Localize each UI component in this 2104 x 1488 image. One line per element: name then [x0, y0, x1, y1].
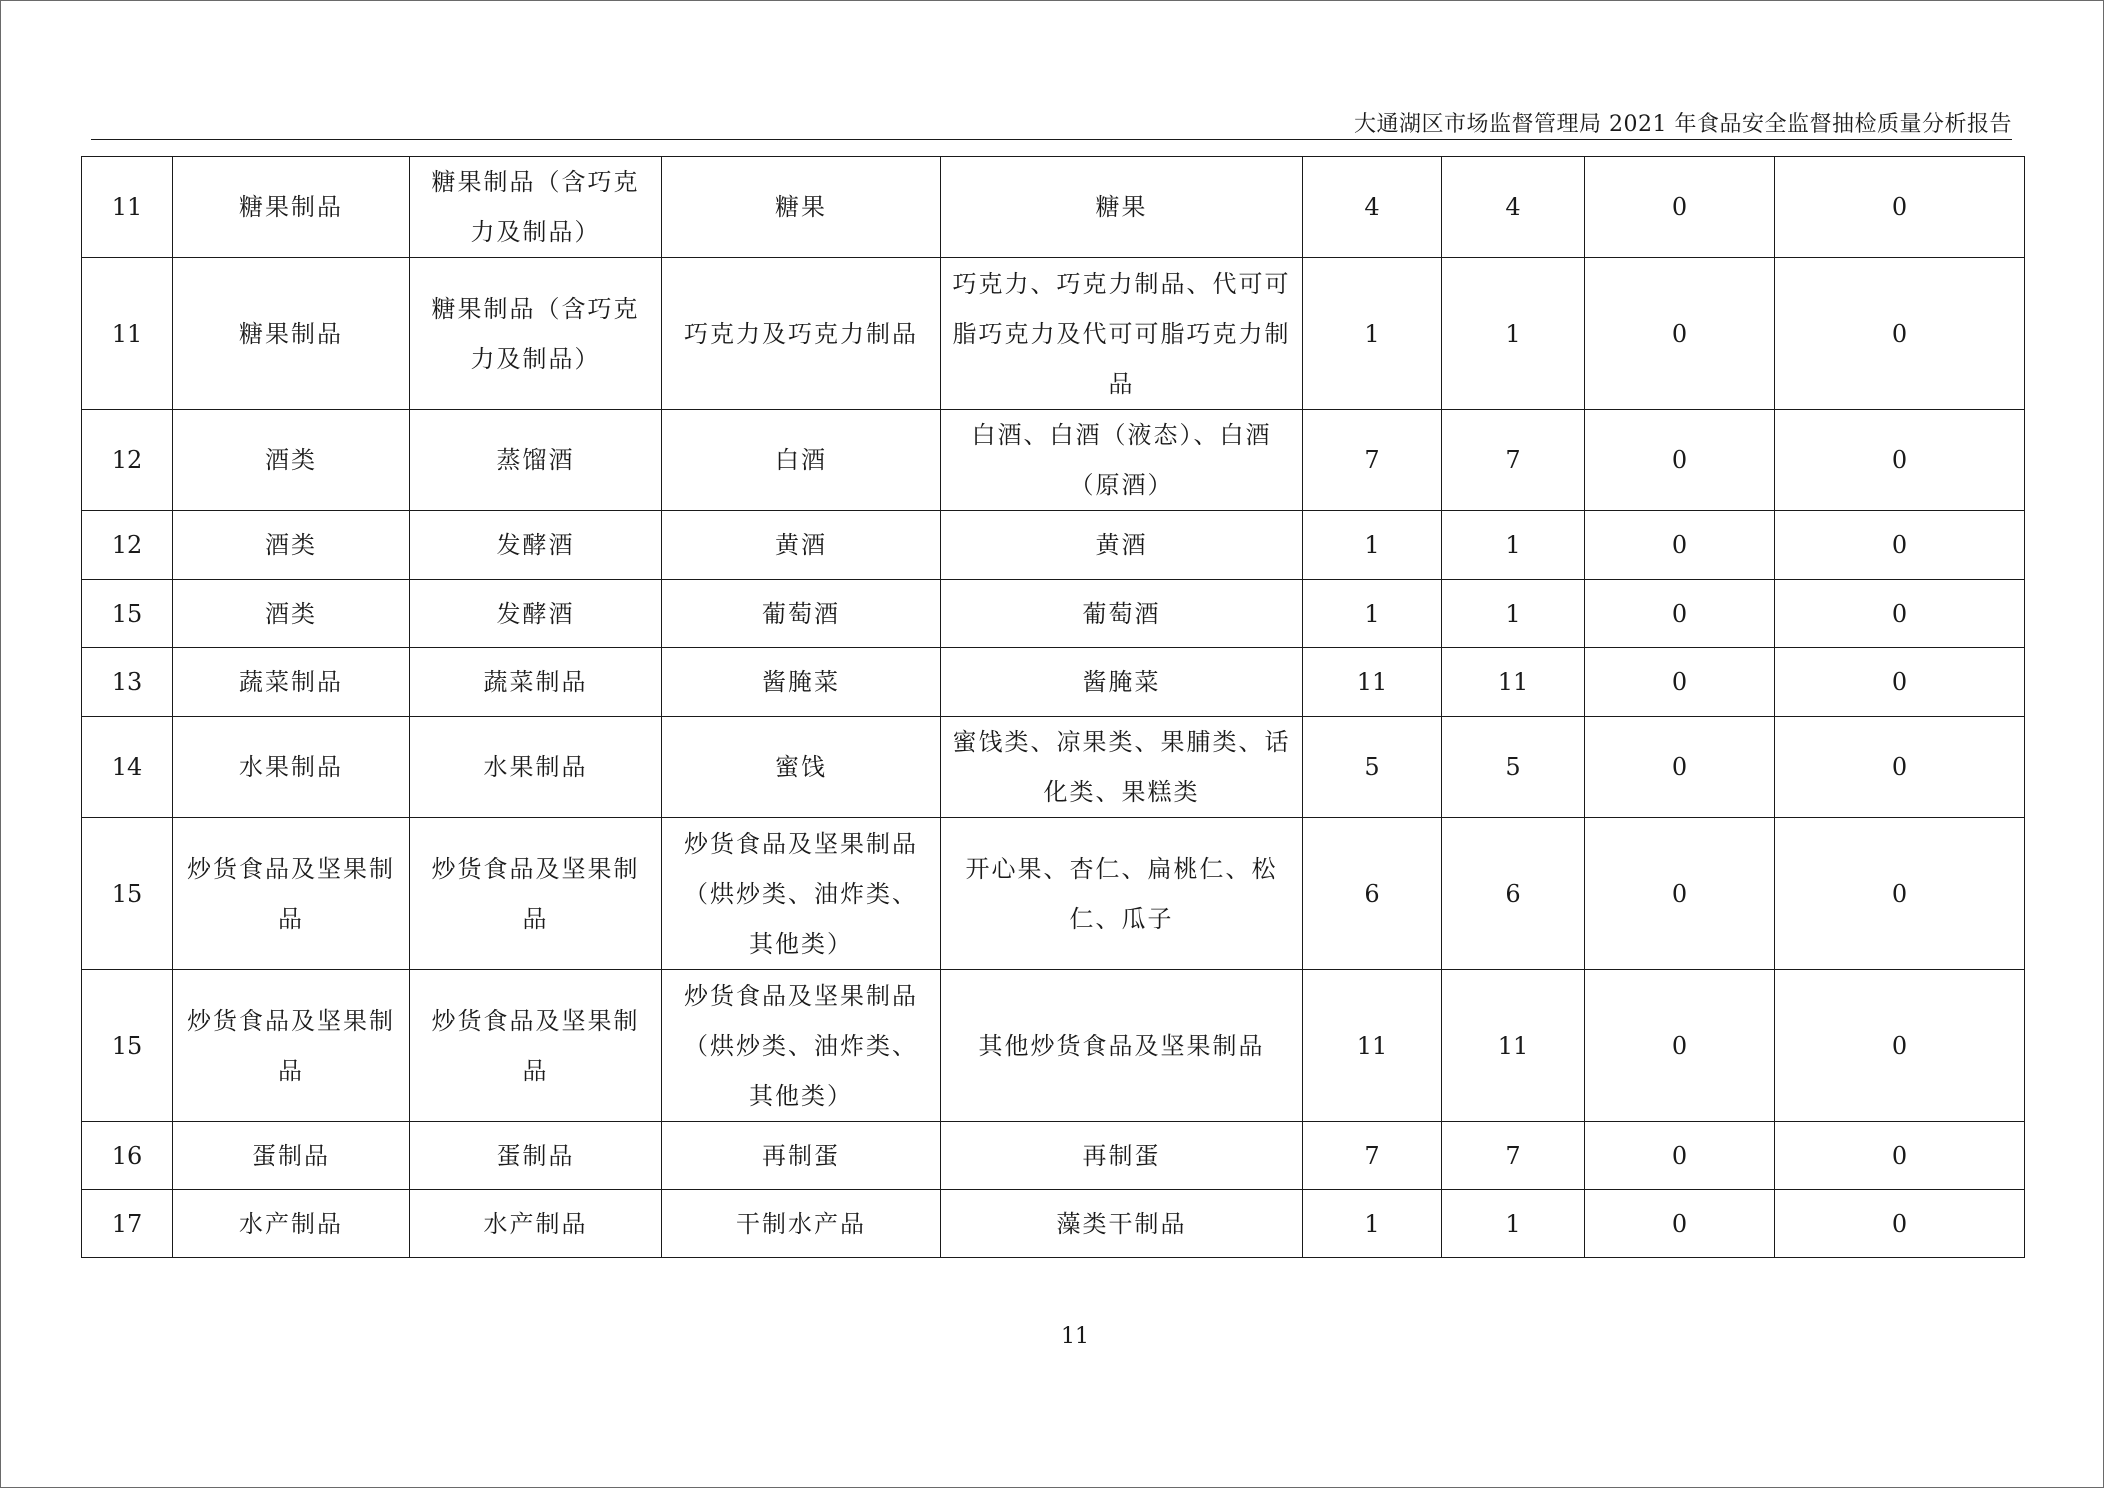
unqualified-rate: 0	[1775, 1122, 2025, 1190]
food-category: 炒货食品及坚果制品	[173, 818, 410, 970]
food-type: 干制水产品	[662, 1190, 941, 1258]
sampled-count: 11	[1303, 970, 1442, 1122]
unqualified-count: 0	[1585, 1190, 1775, 1258]
food-item: 开心果、杏仁、扁桃仁、松仁、瓜子	[941, 818, 1303, 970]
food-category: 酒类	[173, 511, 410, 580]
row-number: 12	[82, 511, 173, 580]
food-item: 葡萄酒	[941, 580, 1303, 648]
page-number: 11	[1061, 1324, 1089, 1349]
food-category: 糖果制品	[173, 258, 410, 410]
food-subcategory: 水果制品	[410, 717, 662, 818]
unqualified-count: 0	[1585, 580, 1775, 648]
unqualified-rate: 0	[1775, 970, 2025, 1122]
qualified-count: 1	[1442, 1190, 1585, 1258]
food-type: 葡萄酒	[662, 580, 941, 648]
food-type: 炒货食品及坚果制品（烘炒类、油炸类、其他类）	[662, 970, 941, 1122]
sampled-count: 11	[1303, 648, 1442, 717]
food-subcategory: 水产制品	[410, 1190, 662, 1258]
row-number: 15	[82, 970, 173, 1122]
unqualified-rate: 0	[1775, 258, 2025, 410]
sampled-count: 1	[1303, 580, 1442, 648]
unqualified-count: 0	[1585, 818, 1775, 970]
food-type: 白酒	[662, 410, 941, 511]
food-type: 酱腌菜	[662, 648, 941, 717]
food-category: 水果制品	[173, 717, 410, 818]
table-row	[82, 511, 2025, 580]
unqualified-rate: 0	[1775, 410, 2025, 511]
sampled-count: 6	[1303, 818, 1442, 970]
table-row	[82, 1190, 2025, 1258]
row-number: 11	[82, 157, 173, 258]
unqualified-count: 0	[1585, 648, 1775, 717]
unqualified-count: 0	[1585, 410, 1775, 511]
qualified-count: 1	[1442, 258, 1585, 410]
row-number: 11	[82, 258, 173, 410]
row-number: 15	[82, 818, 173, 970]
qualified-count: 4	[1442, 157, 1585, 258]
food-subcategory: 炒货食品及坚果制品	[410, 970, 662, 1122]
food-item: 蜜饯类、凉果类、果脯类、话化类、果糕类	[941, 717, 1303, 818]
food-subcategory: 炒货食品及坚果制品	[410, 818, 662, 970]
header-rule	[91, 139, 2012, 140]
qualified-count: 5	[1442, 717, 1585, 818]
food-item: 白酒、白酒（液态）、白酒（原酒）	[941, 410, 1303, 511]
unqualified-count: 0	[1585, 717, 1775, 818]
unqualified-count: 0	[1585, 258, 1775, 410]
row-number: 13	[82, 648, 173, 717]
food-subcategory: 蒸馏酒	[410, 410, 662, 511]
food-subcategory: 蛋制品	[410, 1122, 662, 1190]
table-row	[82, 648, 2025, 717]
row-number: 12	[82, 410, 173, 511]
table-row	[82, 580, 2025, 648]
row-number: 16	[82, 1122, 173, 1190]
table-row	[82, 1122, 2025, 1190]
sampled-count: 7	[1303, 410, 1442, 511]
qualified-count: 1	[1442, 511, 1585, 580]
qualified-count: 11	[1442, 648, 1585, 717]
table-row	[82, 258, 2025, 410]
food-category: 水产制品	[173, 1190, 410, 1258]
food-subcategory: 发酵酒	[410, 511, 662, 580]
qualified-count: 1	[1442, 580, 1585, 648]
food-item: 糖果	[941, 157, 1303, 258]
food-type: 炒货食品及坚果制品（烘炒类、油炸类、其他类）	[662, 818, 941, 970]
table-row	[82, 410, 2025, 511]
unqualified-rate: 0	[1775, 648, 2025, 717]
sampled-count: 7	[1303, 1122, 1442, 1190]
unqualified-count: 0	[1585, 970, 1775, 1122]
table-row	[82, 818, 2025, 970]
unqualified-rate: 0	[1775, 717, 2025, 818]
unqualified-rate: 0	[1775, 818, 2025, 970]
sampled-count: 5	[1303, 717, 1442, 818]
food-item: 再制蛋	[941, 1122, 1303, 1190]
qualified-count: 11	[1442, 970, 1585, 1122]
running-header: 大通湖区市场监督管理局 2021 年食品安全监督抽检质量分析报告	[1354, 112, 2012, 137]
qualified-count: 6	[1442, 818, 1585, 970]
qualified-count: 7	[1442, 410, 1585, 511]
food-category: 炒货食品及坚果制品	[173, 970, 410, 1122]
sampled-count: 1	[1303, 511, 1442, 580]
food-item: 其他炒货食品及坚果制品	[941, 970, 1303, 1122]
table-row	[82, 157, 2025, 258]
food-item: 酱腌菜	[941, 648, 1303, 717]
food-category: 糖果制品	[173, 157, 410, 258]
food-type: 黄酒	[662, 511, 941, 580]
unqualified-rate: 0	[1775, 157, 2025, 258]
food-item: 巧克力、巧克力制品、代可可脂巧克力及代可可脂巧克力制品	[941, 258, 1303, 410]
table-row	[82, 970, 2025, 1122]
unqualified-rate: 0	[1775, 1190, 2025, 1258]
food-subcategory: 糖果制品（含巧克力及制品）	[410, 258, 662, 410]
row-number: 14	[82, 717, 173, 818]
unqualified-rate: 0	[1775, 580, 2025, 648]
food-subcategory: 发酵酒	[410, 580, 662, 648]
food-subcategory: 蔬菜制品	[410, 648, 662, 717]
unqualified-rate: 0	[1775, 511, 2025, 580]
inspection-table	[81, 156, 2025, 1258]
food-category: 酒类	[173, 580, 410, 648]
sampled-count: 1	[1303, 1190, 1442, 1258]
food-type: 蜜饯	[662, 717, 941, 818]
sampled-count: 1	[1303, 258, 1442, 410]
unqualified-count: 0	[1585, 1122, 1775, 1190]
unqualified-count: 0	[1585, 511, 1775, 580]
row-number: 15	[82, 580, 173, 648]
food-type: 再制蛋	[662, 1122, 941, 1190]
food-type: 糖果	[662, 157, 941, 258]
sampled-count: 4	[1303, 157, 1442, 258]
food-subcategory: 糖果制品（含巧克力及制品）	[410, 157, 662, 258]
unqualified-count: 0	[1585, 157, 1775, 258]
food-item: 藻类干制品	[941, 1190, 1303, 1258]
food-category: 酒类	[173, 410, 410, 511]
food-item: 黄酒	[941, 511, 1303, 580]
food-type: 巧克力及巧克力制品	[662, 258, 941, 410]
row-number: 17	[82, 1190, 173, 1258]
food-category: 蔬菜制品	[173, 648, 410, 717]
food-category: 蛋制品	[173, 1122, 410, 1190]
qualified-count: 7	[1442, 1122, 1585, 1190]
table-row	[82, 717, 2025, 818]
